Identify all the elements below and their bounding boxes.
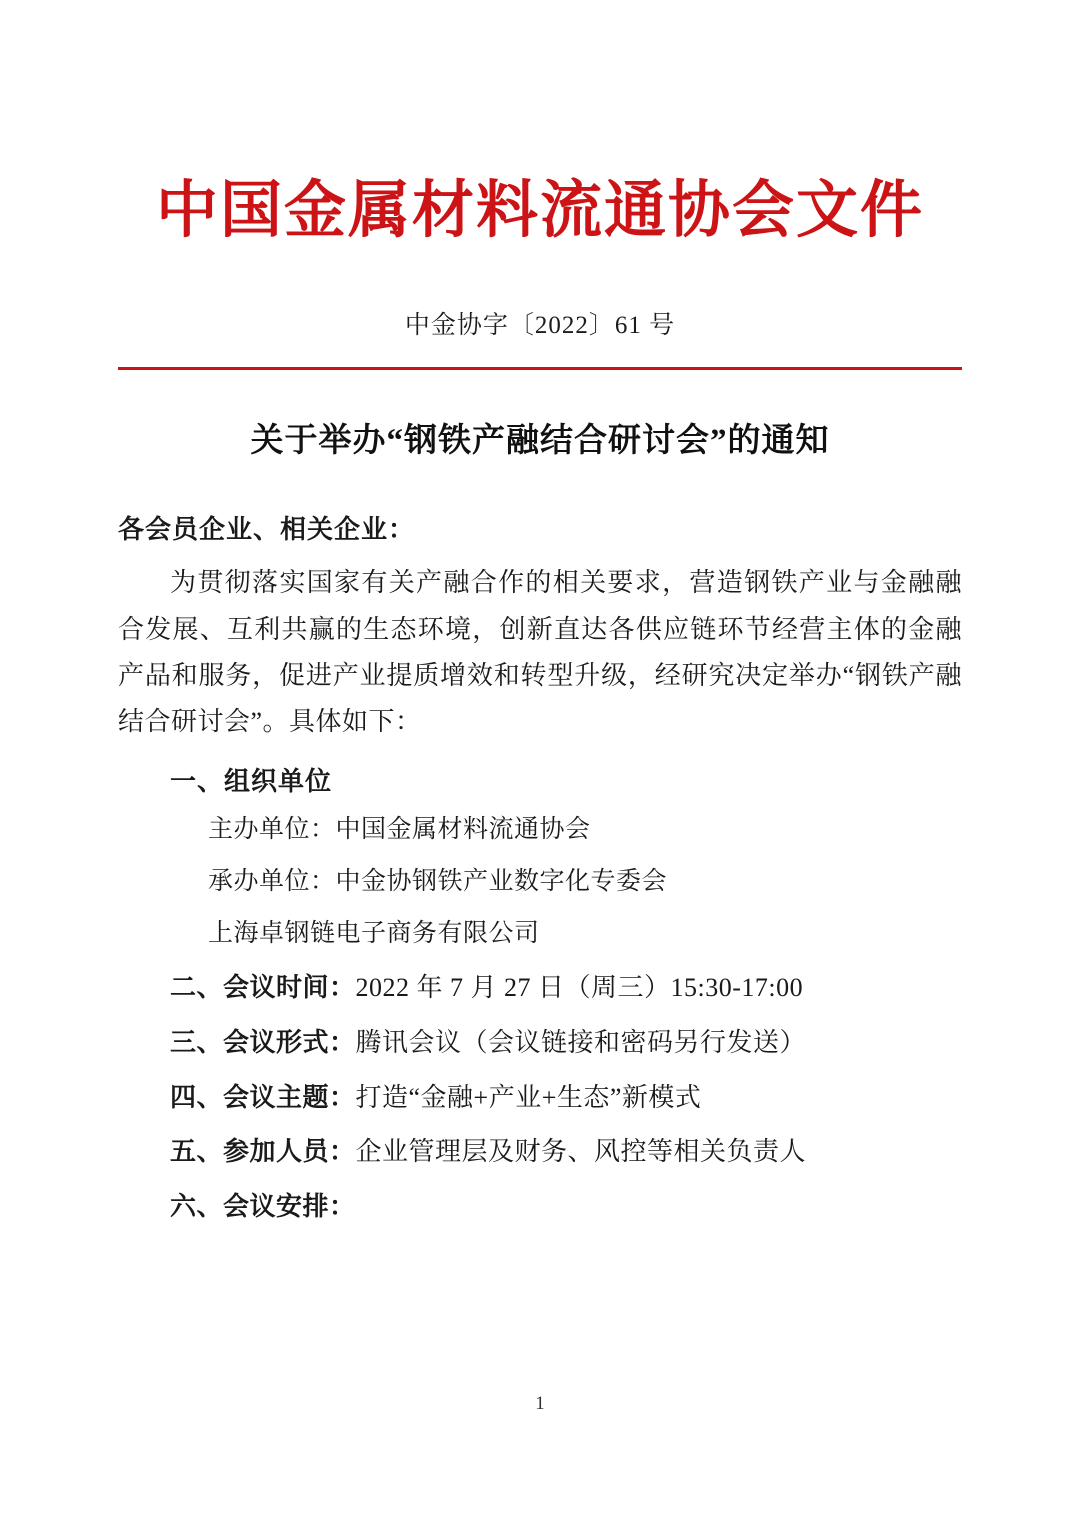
section-meeting-agenda bbox=[118, 1186, 962, 1228]
page-title: 关于举办“钢铁产融结合研讨会”的通知 bbox=[250, 423, 830, 460]
section-meeting-time-value: 2022 年 7 月 27 日（周三）15:30-17:00 bbox=[355, 973, 804, 1003]
section-heading-one: 一、组织单位 bbox=[170, 767, 333, 797]
page-number: 1 bbox=[535, 1393, 545, 1414]
section-participants bbox=[118, 1131, 962, 1173]
section-meeting-theme-value: 打造“金融+产业+生态”新模式 bbox=[355, 1082, 702, 1112]
organizer-host: 主办单位：中国金属材料流通协会 bbox=[208, 816, 591, 844]
section-meeting-format bbox=[118, 1022, 962, 1064]
document-number: 中金协字〔2022〕61 号 bbox=[404, 312, 676, 340]
organizer-coordinator-secondary: 上海卓钢链电子商务有限公司 bbox=[208, 920, 540, 948]
body-paragraph: 为贯彻落实国家有关产融合作的相关要求，营造钢铁产业与金融融合发展、互利共赢的生态环境，创新直达各供应链环节经营主体的金融产品和服务，促进产业提质增效和转型升级，经研究决定举办“钢铁产融结合研讨会”。具体如下： bbox=[118, 568, 962, 737]
section-meeting-time bbox=[118, 967, 962, 1009]
masthead-title: 中国金属材料流通协会文件 bbox=[155, 177, 924, 245]
red-divider-rule bbox=[118, 367, 962, 370]
section-meeting-time-label: 二、会议时间： bbox=[170, 973, 356, 1003]
section-meeting-theme bbox=[118, 1077, 962, 1119]
section-meeting-format-value: 腾讯会议（会议链接和密码另行发送） bbox=[355, 1027, 807, 1057]
section-meeting-agenda-label: 六、会议安排： bbox=[170, 1191, 356, 1221]
section-meeting-theme-label: 四、会议主题： bbox=[170, 1082, 356, 1112]
salutation: 各会员企业、相关企业： bbox=[118, 515, 416, 545]
section-participants-label: 五、参加人员： bbox=[170, 1137, 356, 1167]
organizer-coordinator: 承办单位：中金协钢铁产业数字化专委会 bbox=[208, 868, 668, 896]
section-participants-value: 企业管理层及财务、风控等相关负责人 bbox=[355, 1137, 807, 1167]
section-meeting-format-label: 三、会议形式： bbox=[170, 1027, 356, 1057]
